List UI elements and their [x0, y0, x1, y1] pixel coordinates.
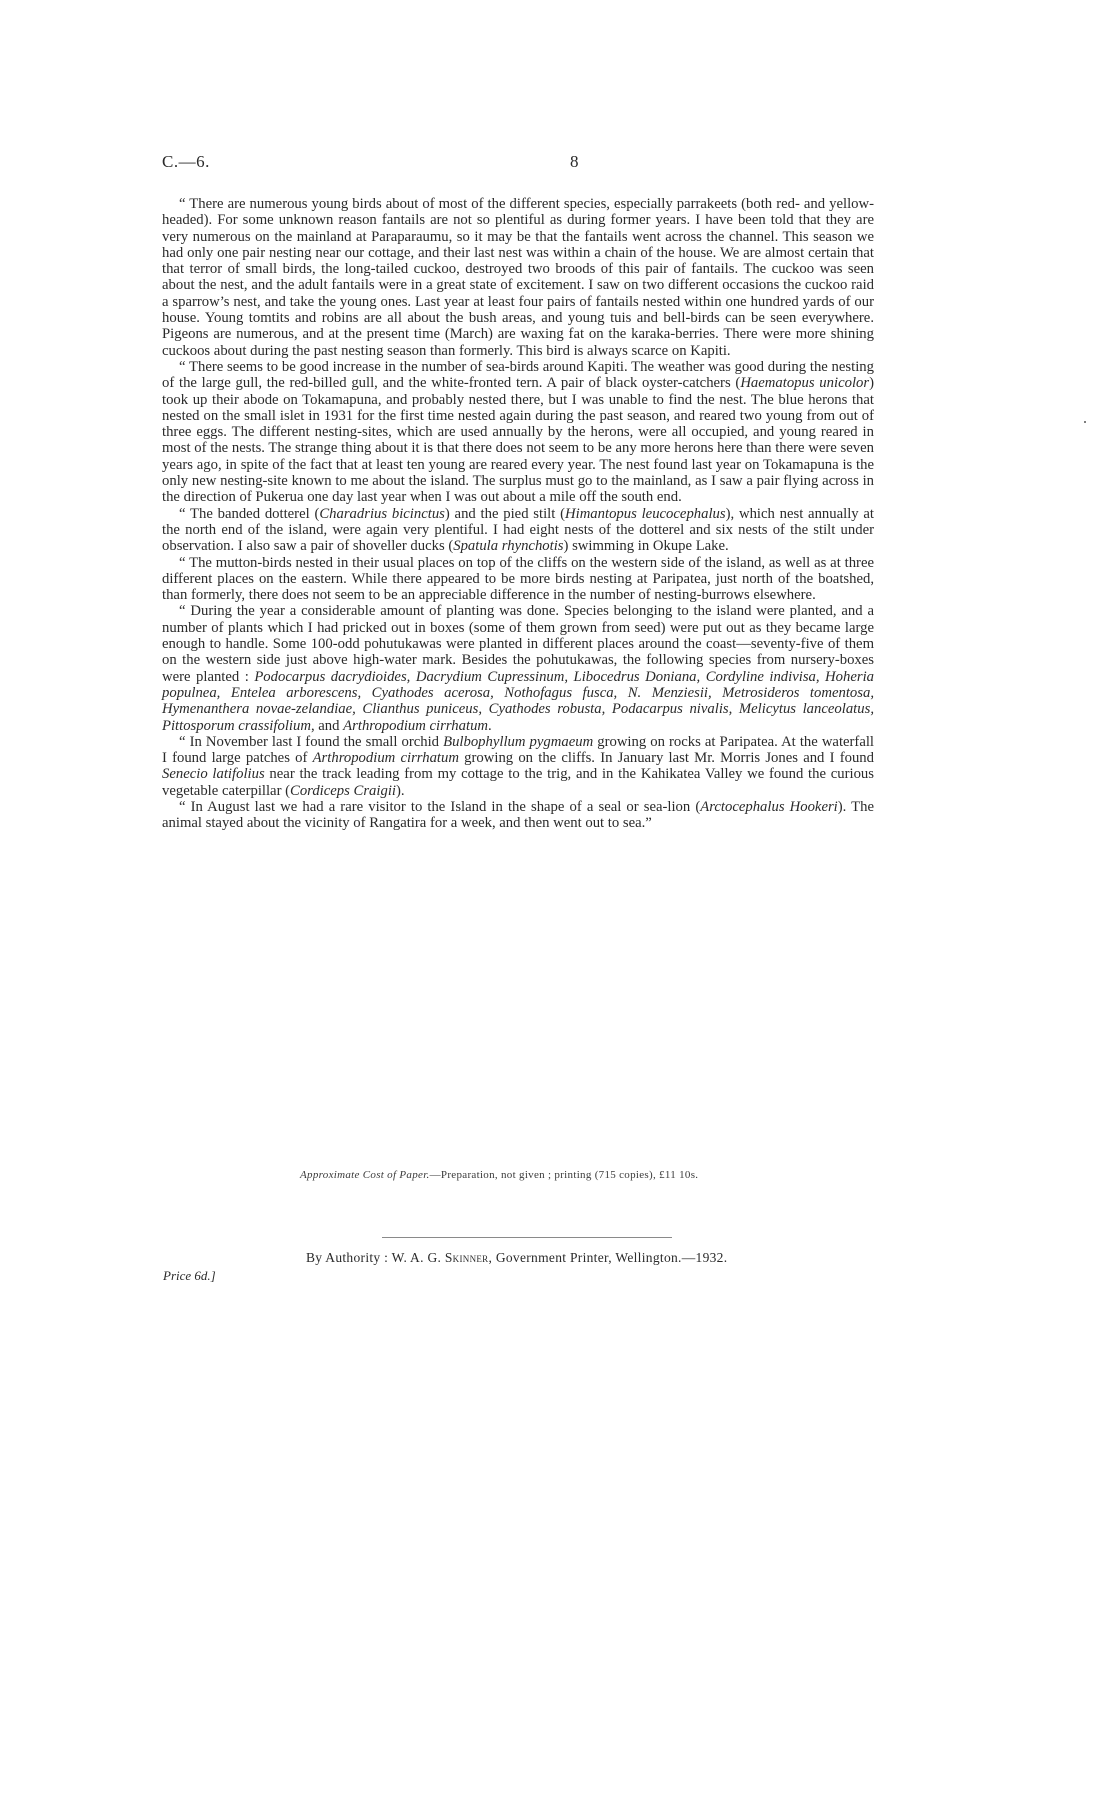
printer-name: Skinner — [444, 1250, 489, 1265]
species-name: Arctocephalus Hookeri — [700, 798, 838, 815]
species-name: Podocarpus dacrydioides, Dacrydium Cupressinum, Libocedrus Doniana, Cordyline indivisa, Hoheria populnea, Entelea arborescens, Cyathodes acerosa, Nothofagus fusca, N. Menziesii, Metrosideros tomentosa, Hymenanthera novae-zelandiae, Clianthus puniceus, Cyathodes robusta, Podacarpus nivalis, Melicytus lanceolatus, Pittosporum crassifolium — [162, 668, 874, 734]
paragraph — [162, 506, 874, 555]
footer-divider — [382, 1237, 672, 1238]
text-run: “ The banded dotterel ( — [179, 505, 320, 522]
price-note: Price 6d.] — [163, 1268, 216, 1283]
printer-authority — [306, 1250, 727, 1266]
text-run: “ In November last I found the small orchid — [179, 733, 444, 750]
species-name: Himantopus leucocephalus — [565, 505, 726, 522]
text-run: “ There seems to be good increase in the number of sea-birds around Kapiti. The weather was good during the nesting of the large gull, the red-billed gull, and the white-fronted tern. A pair of black oyster-catchers ( — [162, 358, 874, 392]
species-name: Cordiceps Craigii — [290, 782, 396, 799]
text-run: ). The animal stayed about the vicinity of Rangatira for a week, and then went out to sea.” — [162, 798, 874, 832]
cost-label: Approximate Cost of Paper. — [300, 1169, 430, 1181]
page-header — [162, 152, 874, 174]
text-run: “ The mutton-birds nested in their usual places on top of the cliffs on the western side of the island, as well as at three different places on the eastern. While there appeared to be more birds nesting at Paripatea, just north of the boatshed, than formerly, there does not seem to be an appreciable difference in the number of nesting-burrows elsewhere. — [162, 554, 874, 604]
species-name: Senecio latifolius — [162, 766, 265, 783]
text-run: growing on the cliffs. In January last Mr. Morris Jones and I found — [458, 750, 874, 767]
cost-text: —Preparation, not given ; printing (715 copies), £11 10s. — [429, 1169, 699, 1181]
authority-prefix: By Authority : W. A. G. — [306, 1250, 445, 1265]
text-run: “ In August last we had a rare visitor to the Island in the shape of a seal or sea-lion ( — [179, 798, 701, 815]
page-number: 8 — [570, 152, 579, 171]
paragraph — [162, 603, 874, 733]
text-run: “ There are numerous young birds about of most of the different species, especially parrakeets (both red- and yellow-headed). For some unknown reason fantails are not so plentiful as during former years. I have been told that they are very numerous on the mainland at Paraparaumu, so it may be that the fantails went across the channel. This season we had only one pair nesting near our cottage, and their last nest was within a chain of the house. We are almost certain that that terror of small birds, the long-tailed cuckoo, destroyed two broods of this pair of fantails. The cuckoo was seen about the nest, and the adult fantails were in a great state of excitement. I saw on two different occasions the cuckoo raid a sparrow’s nest, and take the young ones. Last year at least four pairs of fantails nested within one hundred yards of our house. Young tomtits and robins are all about the bush areas, and young tuis and bell-birds can be seen everywhere. Pigeons are numerous, and at the present time (March) are waxing fat on the karaka-berries. There were more shining cuckoos about during the past nesting season than formerly. This bird is always scarce on Kapiti. — [162, 196, 874, 359]
text-run: “ During the year a considerable amount of planting was done. Species belonging to the island were planted, and a number of plants which I had pricked out in boxes (some of them grown from seed) were put out as they became large enough to handle. Some 100-odd pohutukawas were planted in different places around the coast—seventy-five of them on the western side just above high-water mark. Besides the pohutukawas, the following species from nursery-boxes were planted : — [162, 603, 874, 685]
document-reference: C.—6. — [162, 152, 210, 171]
scan-speck — [1084, 421, 1086, 423]
text-run: ) took up their abode on Tokamapuna, and probably nested there, but I was unable to find the nest. The blue herons that nested on the small islet in 1931 for the first time nested again during the past season, and reared two young from out of three eggs. The different nesting-sites, which are used annually by the herons, were all occupied, and young reared in most of the nests. The strange thing about it is that there does not seem to be any more herons here than there were seven years ago, in spite of the fact that at least ten young are reared every year. The nest found last year on Tokamapuna is the only new nesting-site known to me about the island. The surplus must go to the mainland, as I saw a pair flying across in the direction of Pukerua one day last year when I was out about a mile off the south end. — [162, 375, 874, 506]
species-name: Spatula rhynchotis — [453, 538, 564, 555]
species-name: Bulbophyllum pygmaeum — [443, 733, 594, 750]
species-name: Haematopus unicolor — [740, 375, 870, 392]
cost-note — [300, 1169, 860, 1181]
species-name: Arthropodium cirrhatum — [343, 717, 489, 734]
authority-suffix: , Government Printer, Wellington.—1932. — [488, 1250, 728, 1265]
paragraph — [162, 799, 874, 832]
paragraph — [162, 196, 874, 359]
text-run: . — [488, 717, 492, 734]
text-run: growing on rocks at Paripatea. At the waterfall I found large patches of — [162, 733, 875, 767]
text-run: ). — [395, 782, 405, 799]
text-run: ) and the pied stilt ( — [444, 505, 566, 522]
text-run: , and — [310, 717, 344, 734]
paragraph — [162, 555, 874, 604]
species-name: Charadrius bicinctus — [319, 505, 445, 522]
paragraph — [162, 359, 874, 506]
text-run: ), which nest annually at the north end of the island, were again very plentiful. I had eight nests of the dotterel and six nests of the stilt under observation. I also saw a pair of shoveller ducks ( — [162, 505, 874, 555]
species-name: Arthropodium cirrhatum — [312, 750, 459, 767]
text-run: ) swimming in Okupe Lake. — [563, 538, 729, 555]
paragraph — [162, 734, 874, 799]
text-run: near the track leading from my cottage to the trig, and in the Kahikatea Valley we found the curious vegetable caterpillar ( — [162, 766, 874, 799]
body-text — [162, 196, 874, 832]
